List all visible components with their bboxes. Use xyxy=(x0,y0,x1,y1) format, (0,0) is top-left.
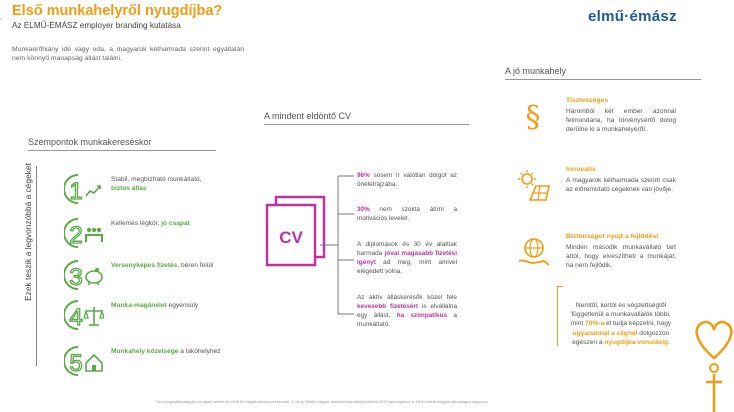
closing-highlight: ugyanannál a cégnél xyxy=(572,329,638,337)
criteria-highlight: biztos állás xyxy=(111,185,147,192)
cv-label: CV xyxy=(279,228,303,247)
cv-stat-highlight: jóval magasabb fizetési igényt xyxy=(357,250,458,266)
criteria-number: 4 xyxy=(69,304,83,331)
criteria-number: 3 xyxy=(69,264,83,291)
criteria-number: 5 xyxy=(69,350,83,377)
criteria-text: , béren felüli xyxy=(177,262,214,269)
cv-heading-rule xyxy=(264,124,469,125)
cv-stat-text: nem szokta átírni a motivációs levelet. xyxy=(357,206,457,222)
closing-box-line xyxy=(557,286,558,346)
brand-logo: elmű·émász xyxy=(588,8,677,25)
closing-box-tick xyxy=(557,286,563,287)
closing-text: dolgozzon egészen a xyxy=(572,329,670,346)
criteria-item-text xyxy=(111,261,221,270)
cv-stat xyxy=(357,293,457,329)
criteria-number: 2 xyxy=(69,222,83,249)
criteria-heading-rule xyxy=(28,150,216,151)
good-workplace-title: Tisztességes xyxy=(566,97,609,104)
vertical-divider xyxy=(36,166,37,366)
cv-stat-text: sosem ír valótlan dolgot az önéletrajzába. xyxy=(357,172,457,188)
closing-text: Nemtől, kortól és végzettségtől függetlenül a munkavállalók többi, mint xyxy=(570,302,671,328)
closing-highlight: 70%-a xyxy=(585,320,605,328)
cv-stat-text: A diplomások és 30 év alattiak harmada xyxy=(357,241,457,257)
good-workplace-title: Innovatív xyxy=(566,166,596,173)
criteria-number: 1 xyxy=(69,178,83,205)
team-icon xyxy=(64,216,104,250)
cv-stat-highlight: 96% xyxy=(357,172,370,179)
balance-scale-icon xyxy=(64,298,104,332)
criteria-text: a lakóhelyhez xyxy=(178,348,221,355)
criteria-highlight: Munkahely közelsége xyxy=(111,348,179,355)
closing-highlight: nyugdíjba vonulásig xyxy=(604,338,669,346)
cv-stat xyxy=(357,240,457,276)
paragraph-icon xyxy=(516,99,550,133)
criteria-text: Kellemes légkör, xyxy=(111,220,162,227)
closing-text: . xyxy=(668,338,670,346)
cv-stat-highlight: ha szimpatikus xyxy=(396,312,448,319)
cv-stat-text: ad meg, mint amivel elégedett volna. xyxy=(357,259,457,275)
chart-growth-icon xyxy=(64,172,104,206)
cv-stat-text: Az aktív álláskeresők közel fele xyxy=(357,294,457,301)
cv-stat-text: a munkáltató. xyxy=(357,312,457,328)
vertical-label: Ezek teszik a legvonzóbbá a cégeket xyxy=(23,163,33,301)
cv-bracket xyxy=(318,170,358,320)
criteria-highlight: Munka-magánélet xyxy=(111,302,167,309)
good-workplace-text: Háromból két ember azonnal felmondana, ha törvénysértő dolog derülne ki a munkahelyéről. xyxy=(566,108,676,133)
home-icon xyxy=(64,344,104,378)
page-title: Első munkahelyről nyugdíjba? xyxy=(12,3,223,19)
heart-person-icon xyxy=(694,318,734,412)
criteria-item-text xyxy=(111,219,221,228)
cv-stat-text: is elvállalna egy állást, xyxy=(357,303,458,319)
good-workplace-text: A magyarok kétharmada szerint csak az előremutató cégeknek van jövője. xyxy=(566,177,676,193)
criteria-item-text xyxy=(111,347,221,356)
footnote: * Az infografika alapjául szolgáló felmérés 1006 fő megkérdezésével készült, a 18 év feletti magyar internethasználók körében 2019 januárjában, a 18 év feletti magyar lakosságra súlyozva. xyxy=(155,399,489,404)
cv-stat xyxy=(357,205,457,223)
cv-stat xyxy=(357,171,457,189)
closing-statement xyxy=(566,301,676,347)
good-workplace-rule xyxy=(505,79,701,80)
cv-heading: A mindent eldöntő CV xyxy=(264,111,352,121)
svg-text:§: § xyxy=(525,100,541,133)
criteria-item-text xyxy=(111,301,221,310)
cv-stat-highlight: kevesebb fizetésért xyxy=(357,303,419,310)
closing-text: el tudja képzelni, hogy xyxy=(604,320,672,328)
edge-mark: » xyxy=(0,16,3,21)
criteria-item-text xyxy=(111,175,221,193)
criteria-highlight: jó csapat xyxy=(161,220,190,227)
intro-text: Munkaerőhiány ide vagy oda, a magyarok kétharmada szerint egyáltalán nem könnyű manapság állást találni. xyxy=(12,46,244,62)
globe-hand-icon xyxy=(516,235,550,269)
good-workplace-title: Biztonságot nyújt a fejlődést xyxy=(566,233,659,240)
criteria-text: egyensúly xyxy=(166,302,199,309)
good-workplace-heading: A jó munkahely xyxy=(505,66,567,76)
criteria-text: Stabil, megbízható munkáltató, xyxy=(111,176,202,183)
cv-stat-highlight: 30% xyxy=(357,206,370,213)
piggy-bank-icon xyxy=(64,258,104,292)
criteria-highlight: Versenyképes fizetés xyxy=(111,262,178,269)
page-subtitle: Az ELMŰ-ÉMÁSZ employer branding kutatása xyxy=(12,21,181,30)
good-workplace-text: Minden második munkavállaló tart attól, hogy elveszítheti a munkáját, ha nem fejlődik. xyxy=(566,244,676,269)
criteria-heading: Szempontok munkakereséskor xyxy=(28,137,152,147)
solar-panel-icon xyxy=(516,168,550,202)
